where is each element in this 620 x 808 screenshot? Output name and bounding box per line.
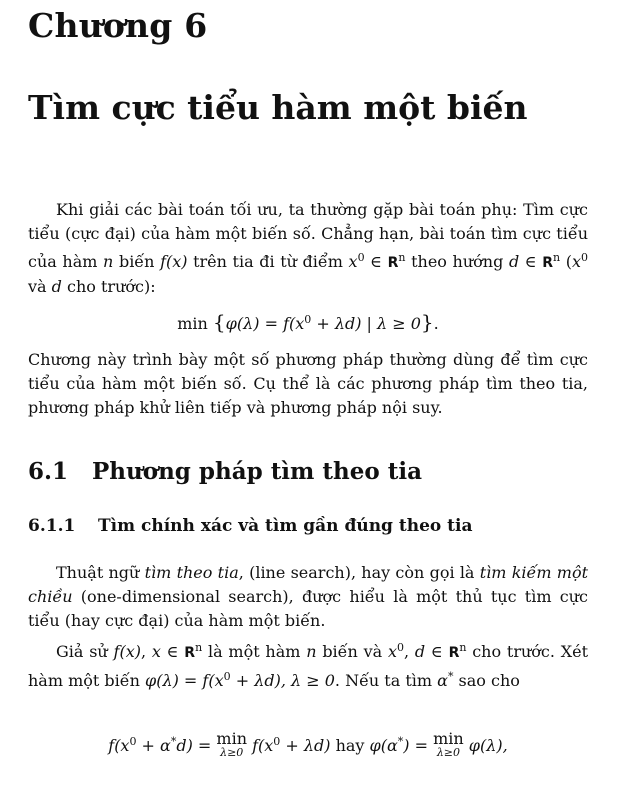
assumption-paragraph: Giả sử f(x), x ∈ $R^n$ là một hàm n biến và $x^0$, d ∈ $R^n$ cho trước. Xét hàm một biến $\varphi(\lambda) = f(x^0 + \lambda d)$, λ ≥ 0. Nếu ta tìm α* sao cho — [28, 641, 589, 690]
intro-paragraph-1: Khi giải các bài toán tối ưu, ta thường gặp bài toán phụ: Tìm cực tiểu (cực đại) của hàm một biến số. Chẳng hạn, bài toán tìm cực tiểu của hàm n biến f(x) trên tia đi từ điểm $x^0$ ∈ $R^n$ theo hướng d ∈ $R^n$ ($x^0$ và d cho trước): — [28, 200, 589, 296]
intro-paragraph-2: Chương này trình bày một số phương pháp thường dùng để tìm cực tiểu của hàm một biến số. Cụ thể là các phương pháp tìm theo tia, phương pháp khử liên tiếp và phương pháp nội suy. — [28, 350, 588, 417]
min-operator: min λ≥0 — [216, 729, 247, 759]
line-search-paragraph: Thuật ngữ tìm theo tia, (line search), hay còn gọi là tìm kiếm một chiều (one-dimensional search), được hiểu là một thủ tục tìm cực tiểu (hay cực đại) của hàm một biến. — [28, 563, 589, 630]
equation-alpha-star: $f(x^0 + \alpha^*d) = \min$ λ≥0 $f(x^0 + \lambda d)$ hay φ(α*) = min λ≥0 φ(λ), — [108, 729, 508, 759]
chapter-label: Chương 6 — [28, 6, 208, 45]
section-heading: 6.1 Phương pháp tìm theo tia — [28, 458, 422, 485]
chapter-title: Tìm cực tiểu hàm một biến — [28, 88, 528, 127]
equation-min-phi: $\min \{\varphi(\lambda) = f(x^0 + \lambda d)$ | λ ≥ 0}. — [177, 310, 439, 334]
min-operator-2: min λ≥0 — [433, 729, 464, 759]
subsection-heading: 6.1.1 Tìm chính xác và tìm gần đúng theo tia — [28, 516, 473, 536]
